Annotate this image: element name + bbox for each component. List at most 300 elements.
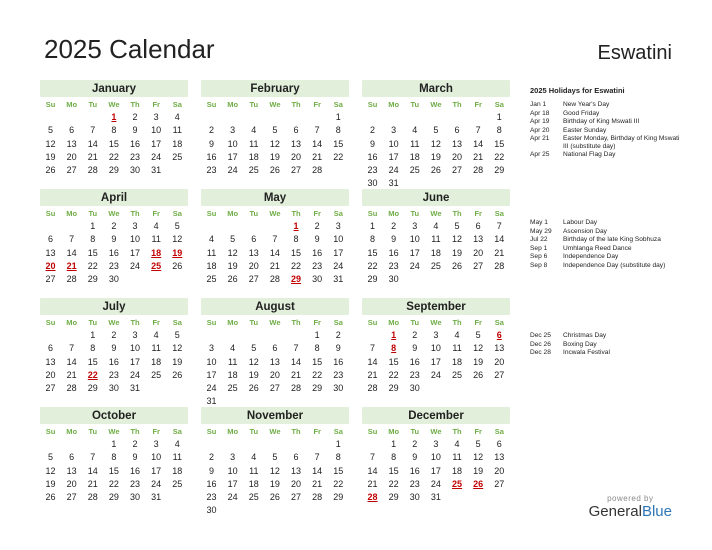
day-cell: 19 [269,478,280,489]
month-header: March [362,80,510,97]
day-cell: 24 [151,151,162,162]
holiday-name: Independence Day [563,253,619,260]
day-cell: 28 [66,383,77,393]
day-cell: 19 [45,151,56,162]
day-cell: 12 [452,234,463,245]
day-cell: 26 [227,274,238,284]
weekday-label: Mo [388,209,400,218]
holiday-day: 28 [367,492,378,502]
day-cell: 9 [209,138,215,149]
weekday-label: Sa [494,100,504,109]
weekday-label: Su [367,100,378,109]
day-cell: 25 [172,478,183,489]
day-cell: 5 [272,452,278,463]
day-cell: 29 [494,165,505,175]
day-cell: 12 [45,138,56,149]
day-cell: 15 [388,465,399,476]
day-cell: 5 [48,125,54,136]
day-cell: 6 [272,343,278,354]
empty-day [201,111,222,124]
day-cell: 15 [388,356,399,367]
holiday-date: Dec 25 [530,332,551,339]
day-cell: 4 [153,221,159,231]
weekday-label: Mo [66,427,78,436]
empty-day [264,329,285,342]
day-cell: 13 [269,356,280,367]
day-cell: 8 [496,125,502,136]
day-cell: 15 [494,138,505,149]
month-july [40,298,188,395]
day-cell: 26 [473,369,484,380]
holiday-day: 25 [452,478,463,489]
holiday-date: May 29 [530,227,552,235]
day-cell: 27 [291,165,302,175]
day-cell: 28 [473,165,484,175]
day-cell: 2 [132,112,138,122]
month-march [362,80,510,191]
day-cell: 11 [249,465,259,476]
day-cell: 24 [333,260,344,271]
day-cell: 2 [209,125,215,136]
weekday-label: Su [206,209,217,218]
holiday-date: Apr 25 [530,151,550,158]
empty-day [40,111,61,124]
month-header: August [201,298,349,315]
day-cell: 18 [172,465,183,476]
day-cell: 24 [227,492,238,502]
empty-day [61,220,82,233]
day-cell: 6 [251,234,257,245]
weekday-label: Mo [388,427,400,436]
day-cell: 24 [130,369,141,380]
day-cell: 2 [412,330,418,340]
day-cell: 9 [209,465,215,476]
holiday-day: 21 [66,260,77,271]
day-cell: 7 [370,343,376,354]
day-cell: 13 [248,247,259,258]
day-cell: 17 [130,356,141,367]
day-cell: 24 [388,165,399,175]
weekday-label: Sa [172,318,182,327]
day-cell: 18 [430,247,441,258]
day-cell: 9 [132,125,138,136]
day-cell: 7 [496,221,502,231]
holiday-day: 8 [391,343,397,354]
day-cell: 14 [291,356,302,367]
empty-day [243,329,264,342]
day-cell: 15 [291,247,302,258]
day-cell: 12 [473,452,484,463]
country-name: Eswatini [597,42,672,64]
weekday-label: Sa [172,427,182,436]
month-header: April [40,189,188,206]
day-cell: 30 [409,492,420,502]
weekday-label: Fr [152,427,160,436]
weekday-label: Mo [66,209,78,218]
day-cell: 31 [151,165,162,175]
day-cell: 6 [69,125,75,136]
day-cell: 26 [172,369,183,380]
day-cell: 5 [475,330,481,340]
empty-day [40,329,61,342]
day-cell: 29 [87,274,98,284]
day-cell: 14 [494,234,505,245]
day-cell: 8 [391,452,397,463]
day-cell: 9 [391,234,397,245]
empty-day [61,438,82,451]
empty-day [201,438,222,451]
day-cell: 22 [388,369,399,380]
day-cell: 24 [151,478,162,489]
weekday-label: Tu [410,209,420,218]
weekday-label: Fr [474,209,482,218]
holiday-day: 26 [473,478,484,489]
day-cell: 15 [87,247,98,258]
day-cell: 29 [108,492,119,502]
day-cell: 13 [45,356,56,367]
day-cell: 14 [367,356,378,367]
empty-day [286,438,307,451]
weekday-label: Fr [313,209,321,218]
day-cell: 14 [66,247,77,258]
day-cell: 23 [108,260,119,271]
month-header: February [201,80,349,97]
weekday-label: Th [291,318,301,327]
empty-day [307,438,328,451]
day-cell: 28 [312,165,323,175]
day-cell: 5 [48,452,54,463]
weekday-label: Sa [494,209,504,218]
weekday-label: Fr [313,100,321,109]
weekday-label: Tu [410,318,420,327]
day-cell: 1 [90,330,96,340]
holiday-list-q2 [530,219,680,270]
day-cell: 15 [333,138,344,149]
day-cell: 9 [314,234,320,245]
day-cell: 4 [433,221,439,231]
day-cell: 13 [494,452,505,463]
day-cell: 8 [335,125,341,136]
day-cell: 16 [409,356,420,367]
day-cell: 14 [312,138,323,149]
day-cell: 30 [388,274,399,284]
day-cell: 16 [388,247,399,258]
day-cell: 27 [291,492,302,502]
weekday-label: Th [452,318,462,327]
day-cell: 21 [312,151,323,162]
day-cell: 18 [409,151,420,162]
holiday-date: May 1 [530,219,548,226]
day-cell: 16 [108,356,119,367]
day-cell: 4 [209,234,215,245]
day-cell: 18 [206,260,217,271]
holiday-date: Apr 18 [530,109,550,117]
weekday-label: Su [206,318,217,327]
holiday-date: Sep 8 [530,261,548,269]
day-cell: 8 [90,234,96,245]
day-cell: 7 [314,452,320,463]
weekday-label: We [108,427,120,436]
day-cell: 17 [130,247,141,258]
day-cell: 20 [248,260,259,271]
holiday-list-q1 [530,86,680,160]
day-cell: 5 [174,330,180,340]
day-cell: 7 [475,125,481,136]
day-cell: 23 [367,165,378,175]
day-cell: 20 [473,247,484,258]
day-cell: 14 [87,465,98,476]
weekday-label: Su [45,209,56,218]
day-cell: 11 [206,247,217,258]
day-cell: 19 [172,356,183,367]
weekday-label: Fr [474,318,482,327]
day-cell: 2 [412,439,418,449]
holiday-item [530,110,680,118]
day-cell: 10 [430,343,441,354]
day-cell: 6 [496,439,502,449]
weekday-label: Mo [388,318,400,327]
day-cell: 20 [291,478,302,489]
day-cell: 12 [473,343,484,354]
empty-day [264,111,285,124]
day-cell: 21 [367,478,378,489]
day-cell: 13 [473,234,484,245]
holiday-name: Easter Sunday [563,126,607,134]
day-cell: 21 [367,369,378,380]
day-cell: 29 [312,383,323,393]
day-cell: 23 [206,492,217,502]
day-cell: 9 [335,343,341,354]
day-cell: 8 [111,125,117,136]
day-cell: 27 [494,478,505,489]
day-cell: 15 [367,247,378,258]
day-cell: 16 [206,151,217,162]
holiday-day: 20 [45,260,56,271]
weekday-label: Th [130,100,140,109]
empty-day [82,111,103,124]
day-cell: 10 [151,125,162,136]
day-cell: 3 [209,343,215,354]
day-cell: 29 [333,492,344,502]
holiday-day: 19 [172,247,183,258]
holiday-name: Birthday of the late King Sobhuza [563,236,661,243]
day-cell: 19 [45,478,56,489]
weekday-label: Su [367,209,378,218]
day-cell: 17 [388,151,399,162]
day-cell: 4 [412,125,418,136]
day-cell: 4 [251,125,257,136]
weekday-label: We [269,427,281,436]
holiday-name: Ascension Day [563,227,607,235]
holiday-item [530,341,680,349]
holiday-name: Boxing Day [563,340,597,348]
day-cell: 15 [312,356,323,367]
day-cell: 18 [227,369,238,380]
empty-day [201,220,222,233]
day-cell: 16 [367,151,378,162]
day-cell: 22 [333,478,344,489]
day-cell: 21 [312,478,323,489]
weekday-label: Sa [333,427,343,436]
day-cell: 27 [66,165,77,175]
day-cell: 29 [388,492,399,502]
day-cell: 18 [151,356,162,367]
day-cell: 27 [473,260,484,271]
day-cell: 23 [130,478,141,489]
day-cell: 27 [45,383,56,393]
weekday-label: Mo [227,427,239,436]
day-cell: 20 [269,369,280,380]
empty-day [264,220,285,233]
month-september [362,298,510,395]
holiday-date: Dec 28 [530,349,551,356]
day-cell: 24 [409,260,420,271]
weekday-label: Su [45,100,56,109]
day-cell: 25 [248,492,259,502]
weekday-label: Tu [249,427,259,436]
day-cell: 13 [45,247,56,258]
month-header: May [201,189,349,206]
day-cell: 7 [69,343,75,354]
day-cell: 13 [452,138,463,149]
day-cell: 12 [45,465,56,476]
month-august [201,298,349,409]
day-cell: 10 [130,234,141,245]
empty-day [468,111,489,124]
weekday-label: Tu [88,209,98,218]
weekday-label: Sa [494,427,504,436]
weekday-label: Mo [227,209,239,218]
day-cell: 14 [312,465,323,476]
empty-day [61,111,82,124]
day-cell: 19 [248,369,259,380]
day-cell: 3 [335,221,341,231]
day-cell: 11 [249,138,259,149]
day-cell: 11 [151,343,161,354]
day-cell: 7 [370,452,376,463]
day-cell: 2 [370,125,376,136]
day-cell: 23 [409,369,420,380]
day-cell: 1 [335,112,341,122]
month-november [201,407,349,518]
day-cell: 25 [409,165,420,175]
day-cell: 30 [409,383,420,393]
day-cell: 15 [108,465,119,476]
day-cell: 3 [132,330,138,340]
empty-day [447,111,468,124]
day-cell: 17 [430,356,441,367]
day-cell: 2 [335,330,341,340]
day-cell: 28 [367,383,378,393]
holiday-day: 29 [291,274,302,284]
day-cell: 1 [496,112,502,122]
month-april [40,189,188,286]
day-cell: 29 [108,165,119,175]
weekday-label: Th [291,427,301,436]
day-cell: 12 [172,343,183,354]
day-cell: 7 [272,234,278,245]
day-cell: 21 [87,478,98,489]
day-cell: 5 [433,125,439,136]
day-cell: 25 [248,165,259,175]
month-february [201,80,349,177]
day-cell: 1 [111,439,117,449]
month-october [40,407,188,504]
brand-general: General [588,503,642,520]
day-cell: 2 [391,221,397,231]
day-cell: 22 [87,260,98,271]
day-cell: 4 [251,452,257,463]
weekday-label: Tu [249,209,259,218]
day-cell: 13 [66,465,77,476]
weekday-label: Fr [152,318,160,327]
month-header: December [362,407,510,424]
day-cell: 28 [87,165,98,175]
holiday-item [530,135,680,150]
day-cell: 20 [494,465,505,476]
weekday-label: We [430,209,442,218]
holiday-day: 1 [111,112,117,122]
month-may [201,189,349,286]
day-cell: 2 [111,221,117,231]
holiday-date: Jan 1 [530,101,547,108]
brand-logo [589,494,672,520]
day-cell: 21 [87,151,98,162]
weekday-label: Su [206,100,217,109]
month-header: January [40,80,188,97]
day-cell: 8 [293,234,299,245]
month-june [362,189,510,286]
day-cell: 8 [111,452,117,463]
empty-day [61,329,82,342]
day-cell: 26 [172,260,183,271]
day-cell: 27 [66,492,77,502]
day-cell: 6 [48,343,54,354]
day-cell: 24 [430,369,441,380]
day-cell: 4 [174,439,180,449]
powered-by-text: powered by [607,494,654,503]
day-cell: 16 [333,356,344,367]
day-cell: 1 [90,221,96,231]
empty-day [201,329,222,342]
day-cell: 29 [367,274,378,284]
day-cell: 17 [430,465,441,476]
day-cell: 10 [227,465,238,476]
month-header: November [201,407,349,424]
day-cell: 14 [269,247,280,258]
day-cell: 27 [45,274,56,284]
weekday-label: Su [367,427,378,436]
day-cell: 23 [409,478,420,489]
weekday-label: We [269,318,281,327]
weekday-label: Tu [88,318,98,327]
day-cell: 9 [132,452,138,463]
day-cell: 10 [430,452,441,463]
day-cell: 2 [111,330,117,340]
day-cell: 26 [45,492,56,502]
day-cell: 31 [206,396,217,407]
day-cell: 20 [494,356,505,367]
month-january [40,80,188,177]
day-cell: 16 [108,247,119,258]
day-cell: 22 [333,151,344,162]
day-cell: 30 [312,274,323,284]
holiday-date: Apr 20 [530,126,550,134]
weekday-label: Sa [172,209,182,218]
day-cell: 28 [494,260,505,271]
day-cell: 7 [90,452,96,463]
weekday-label: Mo [227,318,239,327]
